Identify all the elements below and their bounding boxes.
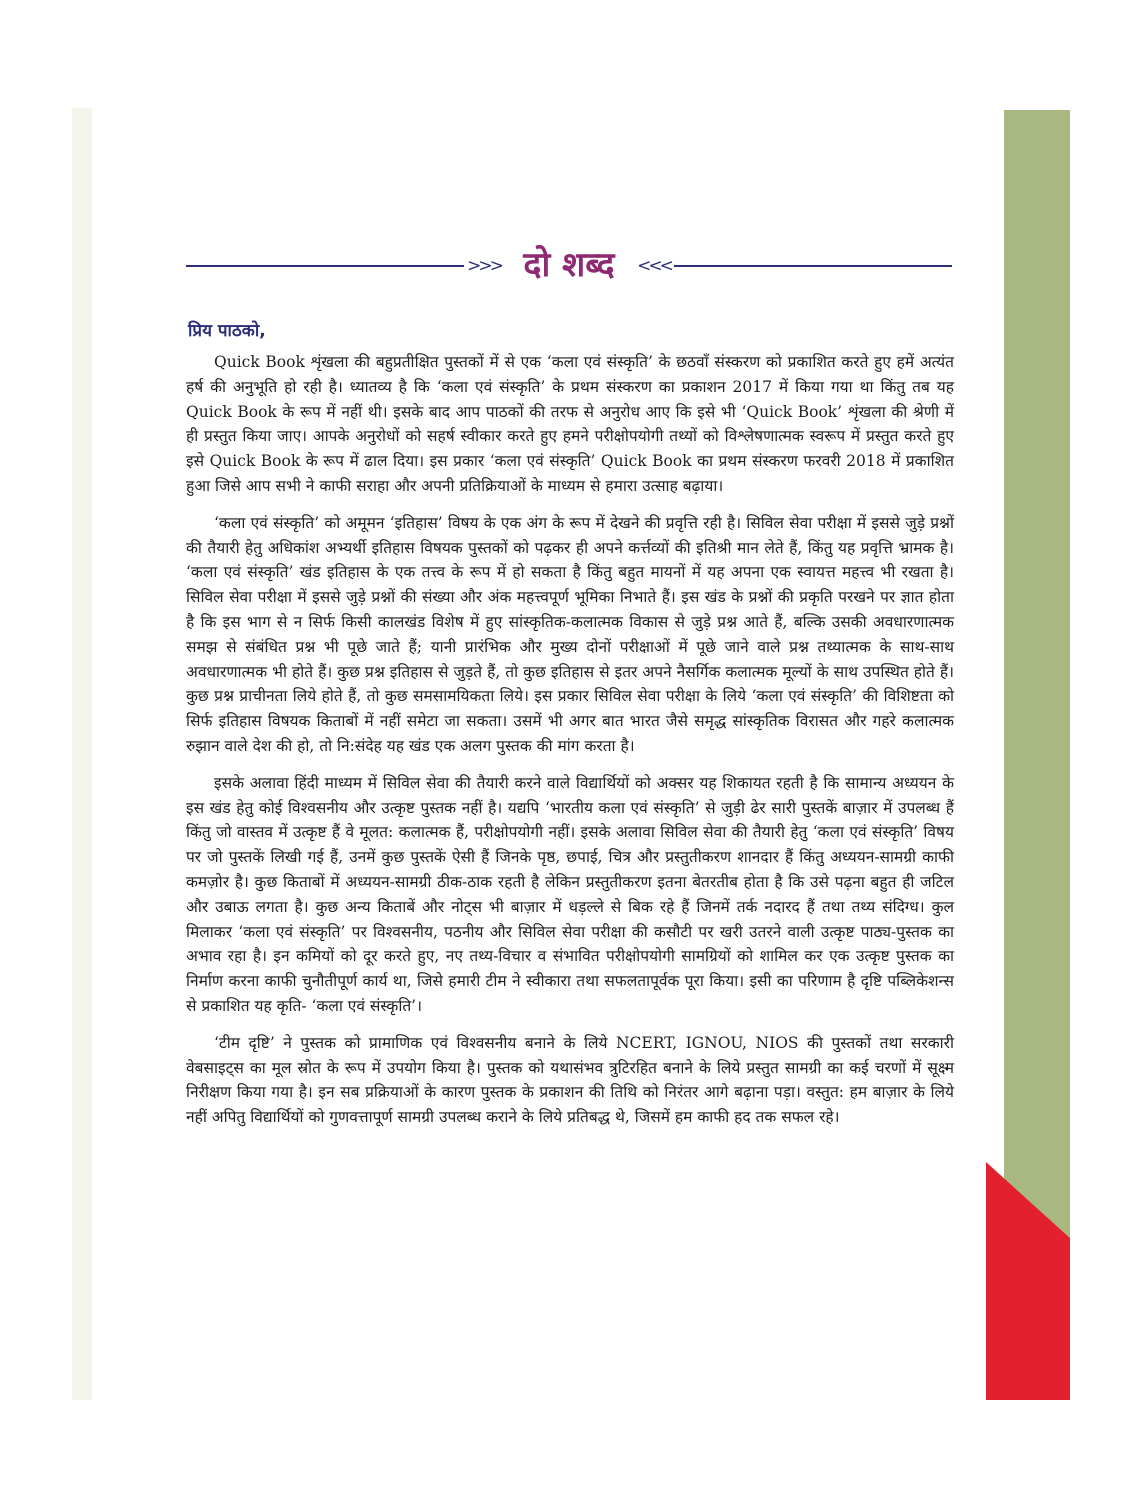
left-margin-strip xyxy=(72,108,92,1400)
paragraph-1: Quick Book शृंखला की बहुप्रतीक्षित पुस्तकों में से एक ‘कला एवं संस्कृति’ के छठवाँ संस्करण को प्रकाशित करते हुए हमें अत्यंत हर्ष की अनुभूति हो रही है। ध्यातव्य है कि ‘कला एवं संस्कृति’ के प्रथम संस्करण का प्रकाशन 2017 में किया गया था किंतु तब यह Quick Book के रूप में नहीं थी। इसके बाद आप पाठकों की तरफ से अनुरोध आए कि इसे भी ‘Quick Book’ शृंखला की श्रेणी में ही प्रस्तुत किया जाए। आपके अनुरोधों को सहर्ष स्वीकार करते हुए हमने परीक्षोपयोगी तथ्यों को विश्लेषणात्मक स्वरूप में प्रस्तुत करते हुए इसे Quick Book के रूप में ढाल दिया। इस प्रकार ‘कला एवं संस्कृति’ Quick Book का प्रथम संस्करण फरवरी 2018 में प्रकाशित हुआ जिसे आप सभी ने काफी सराहा और अपनी प्रतिक्रियाओं के माध्यम से हमारा उत्साह बढ़ाया। xyxy=(186,353,954,495)
body-text xyxy=(186,350,954,1142)
paragraph-2: ‘कला एवं संस्कृति’ को अमूमन ‘इतिहास’ विषय के एक अंग के रूप में देखने की प्रवृत्ति रही है। सिविल सेवा परीक्षा में इससे जुड़े प्रश्नों की तैयारी हेतु अधिकांश अभ्यर्थी इतिहास विषयक पुस्तकों को पढ़कर ही अपने कर्त्तव्यों की इतिश्री मान लेते हैं, किंतु यह प्रवृत्ति भ्रामक है। ‘कला एवं संस्कृति’ खंड इतिहास के एक तत्त्व के रूप में हो सकता है किंतु बहुत मायनों में यह अपना एक स्वायत्त महत्त्व भी रखता है। सिविल सेवा परीक्षा में इससे जुड़े प्रश्नों की संख्या और अंक महत्त्वपूर्ण भूमिका निभाते हैं। इस खंड के प्रश्नों की प्रकृति परखने पर ज्ञात होता है कि इस भाग से न सिर्फ किसी कालखंड विशेष में हुए सांस्कृतिक-कलात्मक विकास से जुड़े प्रश्न आते हैं, बल्कि उसकी अवधारणात्मक समझ से संबंधित प्रश्न भी पूछे जाते हैं; यानी प्रारंभिक और मुख्य दोनों परीक्षाओं में पूछे जाने वाले प्रश्न तथ्यात्मक के साथ-साथ अवधारणात्मक भी होते हैं। कुछ प्रश्न इतिहास से जुड़ते हैं, तो कुछ इतिहास से इतर अपने नैसर्गिक कलात्मक मूल्यों के साथ उपस्थित होते हैं। कुछ प्रश्न प्राचीनता लिये होते हैं, तो कुछ समसामयिकता लिये। इस प्रकार सिविल सेवा परीक्षा के लिये ‘कला एवं संस्कृति’ की विशिष्टता को सिर्फ इतिहास विषयक किताबों में नहीं समेटा जा सकता। उसमें भी अगर बात भारत जैसे समृद्ध सांस्कृतिक विरासत और गहरे कलात्मक रुझान वाले देश की हो, तो नि:संदेह यह खंड एक अलग पुस्तक की मांग करता है। xyxy=(186,513,954,755)
heading-rule-left xyxy=(186,265,464,267)
page-title: दो शब्द xyxy=(523,245,615,285)
chevrons-left-icon: <<< xyxy=(637,256,671,276)
paragraph-4: ‘टीम दृष्टि’ ने पुस्तक को प्रामाणिक एवं विश्वसनीय बनाने के लिये NCERT, IGNOU, NIOS की पुस्तकों तथा सरकारी वेबसाइट्स का मूल स्रोत के रूप में उपयोग किया है। पुस्तक को यथासंभव त्रुटिरहित बनाने के लिये प्रस्तुत सामग्री का कई चरणों में सूक्ष्म निरीक्षण किया गया है। इन सब प्रक्रियाओं के कारण पुस्तक के प्रकाशन की तिथि को निरंतर आगे बढ़ाना पड़ा। वस्तुत: हम बाज़ार के लिये नहीं अपितु विद्यार्थियों को गुणवत्तापूर्ण सामग्री उपलब्ध कराने के लिये प्रतिबद्ध थे, जिसमें हम काफी हद तक सफल रहे। xyxy=(186,1033,954,1127)
heading-rule-right xyxy=(674,265,952,267)
heading-row xyxy=(186,236,952,296)
salutation: प्रिय पाठको, xyxy=(188,321,266,341)
chevrons-right-icon: >>> xyxy=(467,256,501,276)
paragraph-3: इसके अलावा हिंदी माध्यम में सिविल सेवा की तैयारी करने वाले विद्यार्थियों को अक्सर यह शिकायत रहती है कि सामान्य अध्ययन के इस खंड हेतु कोई विश्वसनीय और उत्कृष्ट पुस्तक नहीं है। यद्यपि ‘भारतीय कला एवं संस्कृति’ से जुड़ी ढेर सारी पुस्तकें बाज़ार में उपलब्ध हैं किंतु जो वास्तव में उत्कृष्ट हैं वे मूलत: कलात्मक हैं, परीक्षोपयोगी नहीं। इसके अलावा सिविल सेवा की तैयारी हेतु ‘कला एवं संस्कृति’ विषय पर जो पुस्तकें लिखी गई हैं, उनमें कुछ पुस्तकें ऐसी हैं जिनके पृष्ठ, छपाई, चित्र और प्रस्तुतीकरण शानदार हैं किंतु अध्ययन-सामग्री काफी कमज़ोर है। कुछ किताबों में अध्ययन-सामग्री ठीक-ठाक रहती है लेकिन प्रस्तुतीकरण इतना बेतरतीब होता है कि उसे पढ़ना बहुत ही जटिल और उबाऊ लगता है। कुछ अन्य किताबें और नोट्स भी बाज़ार में धड़ल्ले से बिक रहे हैं जिनमें तर्क नदारद हैं तथा तथ्य संदिग्ध। कुल मिलाकर ‘कला एवं संस्कृति’ पर विश्वसनीय, पठनीय और सिविल सेवा परीक्षा की कसौटी पर खरी उतरने वाली उत्कृष्ट पाठ्य-पुस्तक का अभाव रहा है। इन कमियों को दूर करते हुए, नए तथ्य-विचार व संभावित परीक्षोपयोगी सामग्रियों को शामिल कर एक उत्कृष्ट पुस्तक का निर्माण करना काफी चुनौतीपूर्ण कार्य था, जिसे हमारी टीम ने स्वीकारा तथा सफलतापूर्वक पूरा किया। इसी का परिणाम है दृष्टि पब्लिकेशन्स से प्रकाशित यह कृति- ‘कला एवं संस्कृति’। xyxy=(186,773,954,1015)
